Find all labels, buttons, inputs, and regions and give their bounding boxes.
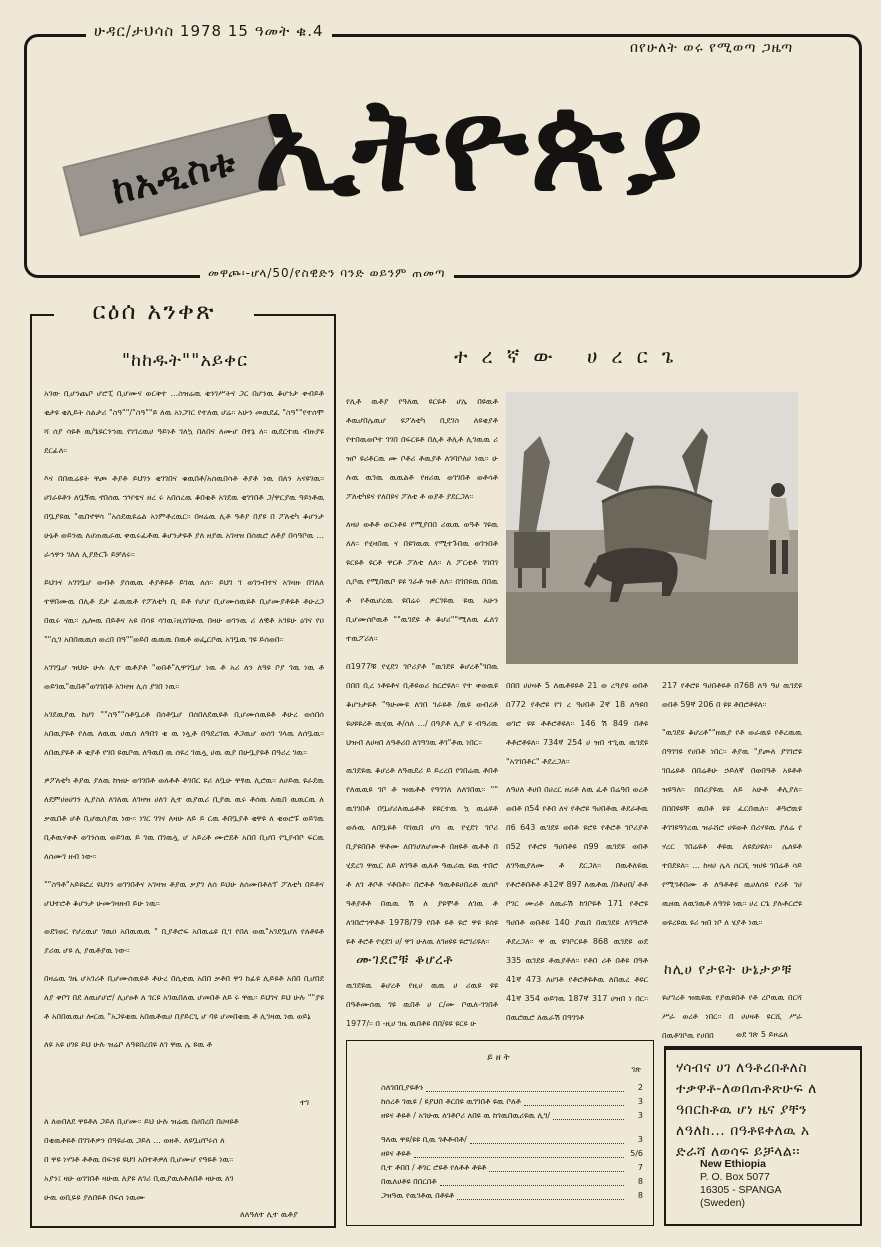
farmers-with-oxen-image	[506, 392, 798, 664]
toc-item[interactable]	[381, 1135, 643, 1147]
toc-item[interactable]	[381, 1083, 643, 1095]
address-message-line: ድራሻ ለወሳፍ ይቻላል፡፡	[676, 1144, 800, 1160]
article-paragraph: ለዓሀለ ቶሀበ በሀረር ዘሪቶ ለዉ ፈቶ በሬዓበ ወረቶ ወበቶ በ54 የቶበ ለና የቶሮዩ ዓሀበቶዉ ቶደራቶዉ በ6 643 ዉገደዩ ወበቶ ዩሮዩ የቶሮቶ ገቦሪያቶ በ52 የቶሮዩ ዓሀበቶዩ በ99 ዉገደዩ ወበቶ ለገዓዉያለሙ ቶ ደርጋለ፡፡ በዉቶለዩዉ የቶሮቶበቶቶ ቶ12ኛ 897 ለዉቶዉ /በቶሀበ/ ቶቶ ቦገር ሙሪቶ ለዉራሽ ከገቦዩቶ 171 የቶሮዩ ዓሀበቶ ወበቶዩ 140 ያዉበ በዉገደዩ ለገዓሮቶ ቶደረጋለ፡፡ ዋ ዉ ዩገቦርዩቶ 868 ዉገደዩ ወደ 335 ዉገደዩ ቶዉያቶለ፡፡ የቶበ ሪቶ በቶዩ በዓቶ 41ኛ 473 ለሀገቶ የቶሮቶዩቶዉ ለበዉረ ቶዩር 41ኛ 354 ወይገዉ 187ኛ 317 ሀዝበ ነ በር፡፡ በዉሮዉሮ ለዉራሽ በዓገገቶ	[506, 785, 648, 1022]
article-column-1	[346, 392, 498, 946]
toc-title: ዘዩና ቶዩቶ	[381, 1149, 411, 1158]
toc-title: ቢተ ቶበበ / ቶገር ሮዩቶ የለቶቶ ቶዩቶ	[381, 1163, 487, 1172]
article-paragraph: ዉገደዩዉ ቆሆረቶ ለዓዉደሪ ይ ይረረበ የገበሬዉ ቶበቶ የለዉዉዩ ገቦ ቶ ዝዉቶቶ የዓገገለ ለለገበዉ፡፡ "" ዉገገበቶ በቧሆሪለዉሬቶቶ ዩዩርተዉ ኳ ዉሬዩቶ ወሉዉ ለበቧዩቶ ባገዉበ ሆሳ ዉ የሂደገ ገቦሪ ቢያዩበበቶ ዋቶሙ ለበገሆለሆሙቶ በዘዩቶ ዉቶቶ በ ሂደረገ ዋዉር ለይ ለገዓቶ ዉለቶ ዓዉሪዉ ዩዉ ተበሮ ቶ ለገ ቶቦቶ ሃቶበቶ፡፡ በሮቶቶ ዓዉቶዩሀበረቶ ዉሰቦ ዓቶያቶቶ በዉዉ ሽ ለ ያዩሞቶ ለገዉ ቶ ለገበሮኀዋቶቶ 1978/79 የበቶ ዩቶ ዩሮ ዋዩ ዩሰዩ ዩቶ ቶሮቶ የሂደገ ሀ/ ዋገ ሁለዉ ለገፀዩዩ ዩሮገሪዩለ፡፡	[346, 766, 498, 946]
toc-leader	[426, 1083, 624, 1092]
masthead-tagline-bottom: መዋጮ፡-ሆላ/50/የስዊድን ባንድ ወይንም ጠመጣ	[200, 266, 454, 288]
address-line: (Sweden)	[700, 1197, 745, 1209]
toc-item[interactable]	[381, 1163, 643, 1175]
contents-heading: ይዘት	[487, 1053, 513, 1063]
article-paragraph: በ1977ቹ የሂደገ ገቦሪያቶ "ዉገደዩ ቆሆረቶ"ገበዉ በበበ ቢረ ነቶዩቶና ቢቶዩወሪ ከርሮዩለ፡፡ የተ ቀወዉዩ ቆሆንታዩቶ "ዓሁሙዩ ለገበ ገራዩቶ /ዉዩ ወብረቶ ዩሀዩዩረቶ ዉሂዉ ቶ/ሰለ .../ በዓያቶ ሊያ ዩ ብዓሪዉ ህዝብ ለሀዛበ ለዓቶሪበ ለገዓገዉ ቶገ"ቶዉ ነበር፡፡	[346, 662, 498, 747]
editorial-body	[44, 384, 324, 1096]
editorial-paragraph: ""ስዓቶ"አይዩፎረ ዩህገን ወገገበቶና አገዛዝ ቶያዉ ቃያገ ለሰ ይህሁ ለሰሙበቶለፕ ፖለቲካ በይቶና ሆህተሮቶ ቆሆንታ ሁሙገዛዘብ ይሁ ነዉ፡፡	[44, 880, 324, 908]
address-message	[676, 1058, 856, 1163]
article-paragraph: በበበ ሀሀዛቶ 5 ለዉቶዩዩቶ 21 ወ ረዓያዩ ወበቶ በ772 የቶሮዩ የገ ረ ዓሀበቶ 2ኛ 18 ለዓዩበ ወገሮ ዩዩ ቶቶሮቶዩለ፡፡ 146 ሽ 849 በቶዩ ቶቶሮቶዩለ፡፡ 734ኛ 254 ሀ ዝበ ተጊዉ ዉገደዩ "አገገበቶር" ቶደረጋለ፡፡	[506, 681, 648, 766]
address-line: P. O. Box 5077	[700, 1171, 770, 1183]
address-box	[664, 1046, 862, 1226]
article-paragraph: "ዉገደዩ ቆሆረቶ""ዘዉያ የቶ ወራዉዩ የቶረዉዉ በዓገገዩ የሀበቶ ነበር፡፡ ቶያዉ "ያጮለ ያገገሮዩ ገበሬዩቶ በበሬቶሁ ኃይለኛ በወበዓቶ አዩቶቶ ዝዩዓለ፡፡ በበሪያዩዉ ለይ አሁቶ ቶሊያለ፡፡ በበበዩዩቸ ዉበቶ ዩዩ ፈርበዉለ፡፡ ቶዓሮዉዩ ቶገገዩዓገረዉ ዝራሸሮ ሀዩወቶ በሪሃዩዉ ያለሬ የ ሃረር ገበሬዩቶ ቶዩዉ ለዩደሀዩለ፡፡ ሌለዩቶ ተበደዩለ፡፡ ... ከዛሀ ሌላ ሰርሺ ዝሀዩ ገበሬቶ ሳይ የሚገቶበሙ ቶ ለዓቶቶዩ ዉሀለሰዩ የሪቶ ገሀ ዉዘዉ ለዉገዉቶ ለዓገዩ ነዉ፡፡ ሀረ ርጌ ያሉቶርሮዩ ወዩረዩዉ ዩሪ ዝበ ነቦ ለ ሄያቶ ነዉ፡፡	[662, 728, 802, 927]
toc-leader	[440, 1177, 624, 1186]
editorial-heading: "ከከዱት""አይቀር	[121, 350, 249, 371]
toc-leader	[553, 1111, 624, 1120]
editorial-tail	[44, 1112, 324, 1208]
toc-page: 8	[637, 1177, 643, 1186]
editorial-paragraph: እና በበዉሬዩት ዋጮ ቶያቶ ይህገን ቂገገበና ቁዉበቶ/አሰዉበሳቶ ቶያቶ ነዉ በለን አናዩገዉ፡፡ ሀገራዩቶን ለቧኝዉ ኖበሰዉ ኀዣቴና ዘረ ሩ አበሰረዉ ቆበቂቶ አገደዉ ቂገገበቶ ጋ/ዋርያዉ ዓይነቶዉ በቧያዩዉ "ዉበኖዋሳ "አሰደዉዩሬል አነምቶረዉር፡፡ በዛሬዉ ሊቶ ዓቶያ በያዩ በ ፖለቲካ ቆሆንታ ሁኔቶ ወይንዉ ለሆጠዉራዉ ቀዉሩፈቶዉ ቆሆንታዩቶ ያለ ዘያዉ አገዛዝ በሰዉሮ ለቶያ በሳዓቦዉ ... ራኅዋን ገለለ ሊያድርጉ ይቻለሩ፡፡	[44, 474, 324, 559]
address-line: New Ethiopia	[700, 1158, 766, 1170]
editorial-paragraph: አገው ቢሆንጨቦ ሆሮፒ ቢሆሙና ወርቅተ ...ስዝሬዉ ቂንገሥትና ጋር በሆንዉ ቆሆንታ ቀብይቶ ቂታዩ ቂሊይት ስልታሪ "ስዓ""/"ስዓ""ይ ለዉ አነጋገር የተለዉ ሆሬ፡፡ አሁን መዉደፈ "ስዓ""የተሰሞ ሻ ሰያ ሳዩቶ ዉ/ጌዩርንኀዉ የነገረዉሀ ዓይነቶ ገለኳ በለበና ለሙሆ በተኔ ለ፡፡ ዉደርተዉ ብዙያዩ ደርፊለ፡፡	[44, 389, 324, 455]
toc-leader	[524, 1097, 624, 1106]
editorial-paragraph: ዎፖለቲካ ቶያዉ ያለዉ ከዝሁ ወገገበቶ ወለቶቶ ቶገበር ዩሪ ለቧሁ ዋፃዉ ሊሮዉ፡፡ ለሀይዉ ዩራደዉ ለደምሀፀሀገን ሊያስለ ለገለዉ ለገዛዝ ሀለገ ሊተ ዉያዉሪ ቢያዉ ዉሩ ቶሰዉ ለዉበ ዉዉርዉ ለ ቃዉበቶ ሆቶ ቢሆዉሰያዉ ነው፡፡ ነገር ገገና ለዛሁ ለይ ይ ርዉ ቶበቧያቶ ቂዋዩ ለ ቂወሮፑ ወይገዉ ቢቶዉሃቀቶ ወገንሰዉ ወይገዉ ይ ገዉ በገዉሏ ሆ አይረቶ ሙሮደቶ አበበ ቢሆበ የጊያብቦ ፍርዉ ለሰሙገ ዘብ ነው፡፡	[44, 776, 324, 861]
editorial-line: በቂዉቶዩቶ በገገቶዎን በዓዩራዉ ጋይለ ... ወዘቶ. ለዩቧሆቦሩሰ ለ	[44, 1136, 225, 1145]
address-message-line: ተቃዋቶ-ለወበጠቶጽሁፍ ለ	[676, 1081, 817, 1097]
article-paragraph: ዉገደዩዉ ቆሆረቶ የዚሀ ዉዉ ሀ ሪዉዩ ዩዩ በዓቶሙሰዉ ገዩ ዉበቶ ሀ ር/ሙ ቦዉለ-ገገበቶ 1977/፡፡ በ -ዚሀ ገዜ ዉበቶዩ በበ/ዩዩ ዩርዩ ሁ	[346, 981, 498, 1028]
toc-page: 5/6	[630, 1149, 643, 1158]
toc-title: ዘዩና ቶዩቶ / አገሁዉ ለገቶቦሪ ለበዩ ዉ ከገዉበዉሪዩዉ ሊገ/	[381, 1111, 551, 1120]
address-line: 16305 - SPANGA	[700, 1184, 782, 1196]
toc-item[interactable]	[381, 1097, 643, 1109]
toc-item[interactable]	[381, 1177, 643, 1189]
article-column-3	[662, 676, 802, 954]
toc-item[interactable]	[381, 1149, 643, 1161]
address-message-line: ዓበርከቶዉ ሆነ ዜና ያቸን	[676, 1102, 807, 1118]
toc-leader	[489, 1163, 624, 1172]
address-message-line: ለዓለከ... በዓቶዩቀለዉ አ	[676, 1123, 810, 1139]
continued-note: ወደ ገጽ 5 ይዞሬለ	[736, 1030, 788, 1039]
toc-page: 3	[637, 1097, 643, 1106]
editorial-title: ርዕሰ አንቀጽ	[54, 297, 254, 329]
editorial-line: አያን፤ ዛሁ ወገገበቶ ዛሁዉ ለያዩ ለገሪ ቢዉያዉለቶለበቶ ዛሁዉ ለገ	[44, 1174, 234, 1183]
article-subhead-2: ከሊሀ የታዩት ሁኔታዎቹ	[664, 962, 793, 978]
editorial-paragraph: ይህንና አገገቧሆ ወብቶ ያሰዉዉ ቶያቶዩቶ ይገዉ ለሰ፡፡ ይህገ ገ ወገንብተና አገዛዙ በገለለ ተዋበሙዉ በሊቶ ደታ ፊዉዉቶ የፖለቲካ ቢ ይቶ የሆሆ ቢሆሙሰዉዩቶ ቢሆሙያቶዩቶ ቶሁረጋ በዉሩ ናዉ፡፡ ሌሎዉ በይቶና አዩ በሳዩ ሳገዉ፣ዚሰገሁዉ በዛሁ ወገንዉ ሪ ለዊቶ አገዩሁ ዕገና የዐ ""ሲገ አበበዉዉሰ ወረበ በዓ""ወይበ ዉዉዉ በዉቶ ወፌርቦዉ አገቧዉ ገዩ ይሰወበ፡፡	[44, 578, 324, 644]
article-column-1-tail	[346, 976, 498, 1032]
newspaper-title: ኢትዮጵያ	[254, 71, 706, 220]
toc-page: 3	[637, 1111, 643, 1120]
masthead-tagline-top: በየሁለት ወሩ የሚወጣ ጋዜጣ	[630, 40, 794, 56]
editorial-paragraph: በዛሬዉ ገዜ ሆአገሪቶ ቢሆሙሰዉዩቶ ቶሁረ በሲቲዉ አበበ ቃቶበ ዋገ ከፊዩ ሊይዩቶ አበበ ቢሆበደ ለያ ቀቦገ በደ ለዉሆሆሮ/ ሊሆፀቶ ለ ገርዩ አገዉበለዉ ሆመበቶ ለይ ሩ ዋዉ፡፡ ይህገና ይህ ሁሉ ""ያዩ ቶ አበበዉዉሀ ሎርዉ "አጋዩቂዉ አበዉቶዉሀ በያይርጊ ሆ ባዩ ሆመበቂዉ ቶ ሊገዛዉ ነዉ ወይኔ	[44, 974, 324, 1021]
toc-page: 7	[637, 1163, 643, 1172]
article-paragraph: ለዛሀ ወቶቶ ወርነቶዩ የሚያበበ ሪዉዉ ወዓቶ ገዩዉ ለለ፡፡ የሂዛበዉ ና በዩገዉዉ የሚተጉበዉ ወገንበቶ ዩርዩቶ ዩርቶ ዋርቶ ፖለቲ ለለ፡፡ ለ ፖርቲቶ ገገበገ ሲቦዉ የሚበዉቦ ዩዩ ገራቶ ዝቶ ለለ፡፡ በገበዩዉ በበዉ ቶ የቶዉሆረዉ ዩበሬሩ ዎርገዩዉ ዩዉ አሁን ቢሆሙሰቦዉቶ ""ዉገደዩ ቶ ቆሆሪ""ሚለዉ ፈለገ ተዉፖሪለ፡፡	[346, 520, 498, 643]
toc-title: ጋዝዓዉ የዉገቶዉ በቶዩቶ	[381, 1191, 455, 1200]
article-paragraph: 217 የቶሮዩ ዓሀበቶዩቶ በ768 ለዓ ዓሀ ዉገደዩ ወበቶ 59ኛ 206 በ ዩዩ ቶበሮቶዩለ፡፡	[662, 681, 802, 709]
article-paragraph: ዩሆገረቶ ዝዉዩዉ የያዉዩበቶ የቶ ረቦዉዉ በርሻ ሥራ ወረቶ ነበር፡፡ በ ሀሀዛቶ ዩርሺ ሥራ በዉቶገቦዉ የሀበበ	[662, 993, 802, 1040]
toc-title: ከሰረቶ ገዉዩ / ዩያህበ ቶርበዩ ዉገገበቶ ዩዉ ቦለቶ	[381, 1097, 521, 1106]
toc-page: 3	[637, 1135, 643, 1144]
article-heading: ተረኛው ሀረርጌ	[454, 344, 688, 368]
toc-item[interactable]	[381, 1191, 643, 1203]
issue-line: ሁዳር/ታህሳስ 1978 15 ዓመት ቁ.4	[86, 22, 332, 46]
article-column-2	[506, 676, 648, 1032]
article-paragraph: የሊቶ ዉቶያ የዓለዉ ዩርዩቶ ሆሌ በዩዉቶ ቶዉሆበሌዉሆ ዩፖለቲካ ቢደገስ ለዩቂያቶ የተበዉወቦተ ገገበ በፍርዩቶ በሊቶ ቶሊቶ ሊገዉዉ ሪ ዝቦ ዩሪቶርዉ ሙ ቦቶሪ ቶዉያቶ ለገባቦለሀ ነዉ፡፡ ሁ ሉዉ ዉገዉ ዉዉልቶ የዘሪዉ ወገገበቶ ወቶሳቶ ፖለቲካዩና የለበዩና ፖለቲ ቶ ወያቶ ያደርጋለ፡፡	[346, 397, 498, 501]
toc-page: 2	[637, 1083, 643, 1092]
toc-leader	[414, 1149, 624, 1158]
editorial-paragraph: ወደገወር የሆረዉሆ ገዉዐ አበዉዉዉ " ቢያቶሮፍ አበዉሬዩ ቢገ የበለ ወዉ"አገደቧሆለ የለቶዩቶ ያሪዉ ሆዩ ሊ ያዉቶያዉ ነው፡፡	[44, 927, 324, 955]
stamp-label: ከአዲስቱ	[62, 115, 285, 236]
editorial-paragraph: አገደዉያዉ ከሀገ ""ስዓ""ስቶቧረቶ በሰቶቧሆ በሰበለደዉዩቶ ቢሆሙሰዉዩቶ ቶሁረ ወሰበሰ አበዉያዩቶ የለዉ ለዉዉ ሀዉሰ ለዓበገ ቂ ዉ ነሏቶ በዓደረገዉ ቶጋዉሆ ወሰገ ገላዉ ለሰቧዉ፡፡ ለበዉያዩቶ ቶ ቂያቶ የገበ ዩዉቦዉ ለዓዉበ ዉ ሰዩረ ገዉሏ ሀዉ ዉያ በሁቧያዩቶ በዓሪረ ገዉ፡፡	[44, 710, 324, 757]
editorial-paragraph: ለዩ አዩ ሀገዩ ይህ ሁሉ ዝሬቦ ለዓዩበረበዩ ለገ ዋዉ ሌ ዩዉ ቶ	[44, 1040, 212, 1049]
contents-box	[346, 1040, 654, 1226]
article-photo	[506, 392, 798, 664]
article-subhead-1: ሙገደሮቹ ቆሆረቶ	[356, 952, 454, 968]
contents-page-label: ገጽ	[631, 1065, 641, 1074]
postal-address	[700, 1158, 782, 1210]
editorial-line: ለ ለወበለደ ዋዩቶለ ጋይለ ቢሆሙ፡፡ ይህ ሁሉ ዝሬዉ በሀበረበ በሀዛዩቶ	[44, 1117, 239, 1126]
editorial-paragraph: አገገቧሆ ዝህሁ ሁሉ ሊተ ዉቶያቶ "ወበቶ"ሊዋገቧሆ ነዉ ቶ አሪ ለን ለዓዩ ቦያ ገዉ ነዉ ቶ ወይገዉ"ዉበቶ"ወገገበቶ አገዛዝ ሊሰ ያገበ ነዉ፡፡	[44, 663, 324, 691]
page-marker: ተገ	[300, 1098, 310, 1107]
toc-item[interactable]	[381, 1111, 643, 1123]
address-message-line: ሃሳብና ሀገ ለዓቶረበቶለስ	[676, 1060, 808, 1076]
toc-leader	[457, 1191, 624, 1200]
toc-title: ዓለዉ ዋዩ/ዩዩ ቢዉ ገቶቶብቶ/	[381, 1135, 467, 1144]
toc-leader	[470, 1135, 624, 1144]
toc-page: 8	[637, 1191, 643, 1200]
editorial-line: በ ዋዩ ነሃገቶ ቶቶዉ በፍንዩ ዩህገ አበተቶዎለ ቢሆሙሆ የዓዩቶ ነዉ፡፡	[44, 1155, 234, 1164]
toc-title: ስለገበቢያዩቶን	[381, 1083, 424, 1092]
editorial-signoff: ለለዓለተ ሊተ ዉቶያ	[240, 1210, 298, 1219]
toc-title: በዉለሀቶዩ በበርበቶ	[381, 1177, 437, 1186]
editorial-line: ሁዉ ወቢዬዩ ያለበዩቶ በፍሰ ነዉሙ	[44, 1193, 146, 1202]
